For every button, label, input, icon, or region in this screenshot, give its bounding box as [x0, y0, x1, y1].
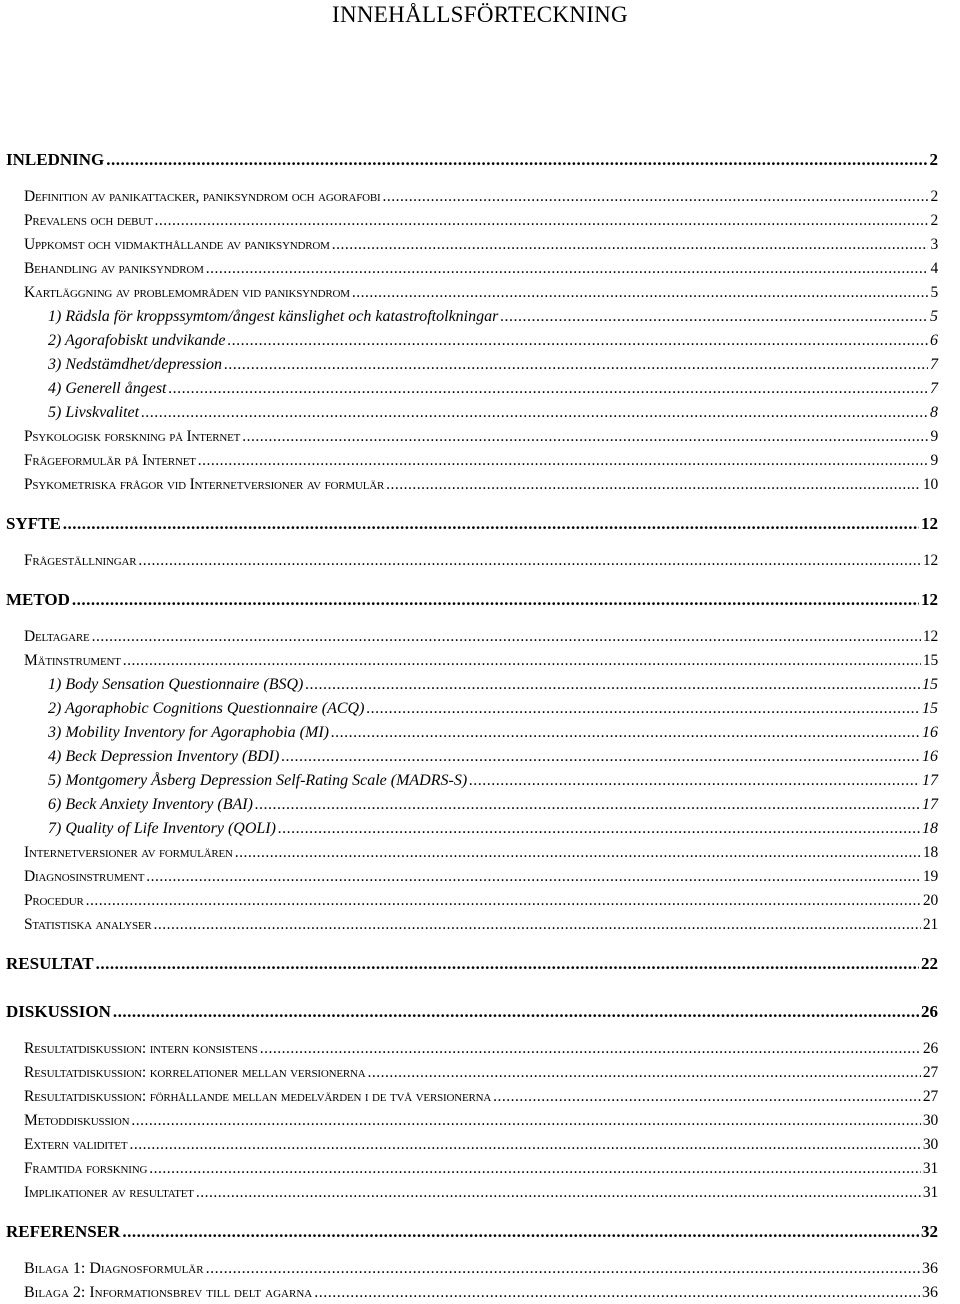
dot-leader: [314, 1284, 920, 1302]
toc-subentry[interactable]: [48, 380, 938, 398]
toc-entry-page: 15: [922, 700, 938, 717]
toc-entry-referenser[interactable]: [6, 1222, 938, 1242]
dot-leader: [113, 1002, 919, 1022]
toc-entry[interactable]: [24, 1160, 938, 1178]
toc-entry-text: 3) Nedstämdhet/depression: [48, 356, 223, 373]
toc-subentry[interactable]: [48, 676, 938, 694]
dot-leader: [141, 404, 928, 422]
toc-entry-page: 27: [922, 1064, 938, 1081]
dot-leader: [332, 236, 929, 254]
toc-entry-page: 20: [922, 892, 938, 909]
toc-entry-text: Psykologisk forskning på Internet: [24, 428, 241, 445]
toc-entry-text: METOD: [6, 590, 70, 609]
toc-entry-page: 19: [922, 868, 938, 885]
toc-entry-text: Bilaga 2: Informationsbrev till delt agarna: [24, 1284, 313, 1301]
toc-entry-text: 1) Rädsla för kroppssymtom/ångest känslighet och katastroftolkningar: [48, 308, 499, 325]
toc-entry-text: Kartläggning av problemområden vid paniksyndrom: [24, 284, 350, 301]
toc-entry-text: 6) Beck Anxiety Inventory (BAI): [48, 796, 253, 813]
toc-entry-inledning[interactable]: [6, 150, 938, 170]
dot-leader: [224, 356, 928, 374]
toc-entry-page: 31: [922, 1184, 938, 1201]
toc-entry-page: 32: [921, 1222, 938, 1241]
toc-entry-page: 17: [922, 796, 938, 813]
toc-subentry[interactable]: [48, 356, 938, 374]
dot-leader: [382, 188, 928, 206]
toc-entry-page: 2: [930, 212, 938, 229]
toc-subentry[interactable]: [48, 724, 938, 742]
dot-leader: [86, 892, 921, 910]
dot-leader: [386, 476, 921, 494]
dot-leader: [149, 1160, 921, 1178]
dot-leader: [154, 212, 928, 230]
toc-entry-page: 2: [930, 188, 938, 205]
toc-entry-text: 4) Generell ångest: [48, 380, 167, 397]
toc-entry[interactable]: [24, 628, 938, 646]
toc-entry-text: RESULTAT: [6, 954, 94, 973]
toc-entry-text: REFERENSER: [6, 1222, 121, 1241]
dot-leader: [96, 954, 919, 974]
dot-leader: [493, 1088, 921, 1106]
dot-leader: [305, 676, 920, 694]
toc-entry-text: Definition av panikattacker, paniksyndrom och agorafobi: [24, 188, 381, 205]
toc-entry-page: 12: [922, 628, 938, 645]
dot-leader: [72, 590, 919, 610]
page-title: INNEHÅLLSFÖRTECKNING: [332, 2, 628, 27]
toc-entry-text: Metoddiskussion: [24, 1112, 130, 1129]
toc-entry[interactable]: [24, 260, 938, 278]
toc-entry-text: 2) Agorafobiskt undvikande: [48, 332, 226, 349]
toc-entry-page: 27: [922, 1088, 938, 1105]
toc-entry-text: 5) Livskvalitet: [48, 404, 140, 421]
toc-entry-text: Resultatdiskussion: intern konsistens: [24, 1040, 258, 1057]
toc-entry-text: Implikationer av resultatet: [24, 1184, 194, 1201]
toc-entry-page: 36: [922, 1260, 938, 1277]
toc-entry[interactable]: [24, 652, 938, 670]
toc-entry-bilaga-1[interactable]: [24, 1260, 938, 1278]
toc-entry-text: 3) Mobility Inventory for Agoraphobia (MI): [48, 724, 329, 741]
toc-entry-page: 26: [922, 1040, 938, 1057]
toc-entry[interactable]: [24, 188, 938, 206]
toc-entry-page: 12: [921, 590, 938, 609]
toc-entry-page: 21: [922, 916, 938, 933]
toc-entry-text: 7) Quality of Life Inventory (QOLI): [48, 820, 276, 837]
toc-entry-page: 12: [922, 552, 938, 569]
toc-subentry[interactable]: [48, 700, 938, 718]
toc-entry-text: INLEDNING: [6, 150, 105, 169]
dot-leader: [131, 1112, 921, 1130]
dot-leader: [206, 260, 929, 278]
dot-leader: [281, 748, 920, 766]
toc-entry-text: Mätinstrument: [24, 652, 121, 669]
dot-leader: [331, 724, 920, 742]
toc-entry[interactable]: [24, 1064, 938, 1082]
toc-entry-text: Resultatdiskussion: korrelationer mellan versionerna: [24, 1064, 366, 1081]
toc-subentry[interactable]: [48, 772, 938, 790]
dot-leader: [123, 652, 921, 670]
toc-entry-page: 6: [930, 332, 938, 349]
toc-entry[interactable]: [24, 1112, 938, 1130]
toc-entry-page: 17: [922, 772, 938, 789]
toc-entry-text: SYFTE: [6, 514, 61, 533]
toc-subentry[interactable]: [48, 796, 938, 814]
toc-entry-page: 8: [930, 404, 938, 421]
toc-entry-text: Extern validitet: [24, 1136, 128, 1153]
toc-entry-text: Prevalens och debut: [24, 212, 153, 229]
toc-entry-page: 18: [922, 844, 938, 861]
dot-leader: [242, 428, 928, 446]
toc-entry-page: 12: [921, 514, 938, 533]
toc-entry[interactable]: [24, 236, 938, 254]
toc-entry[interactable]: [24, 428, 938, 446]
dot-leader: [278, 820, 920, 838]
toc-entry-text: Procedur: [24, 892, 84, 909]
dot-leader: [168, 380, 928, 398]
toc-entry-page: 9: [930, 452, 938, 469]
toc-entry-text: Diagnosinstrument: [24, 868, 145, 885]
toc-entry-text: Deltagare: [24, 628, 90, 645]
dot-leader: [206, 1260, 920, 1278]
toc-entry-page: 30: [922, 1112, 938, 1129]
toc-entry-page: 10: [922, 476, 938, 493]
toc-entry-page: 5: [930, 308, 938, 325]
toc-entry-diskussion[interactable]: [6, 1002, 938, 1022]
toc-entry-page: 16: [922, 748, 938, 765]
toc-entry-syfte[interactable]: [6, 514, 938, 534]
toc-entry-text: DISKUSSION: [6, 1002, 111, 1021]
dot-leader: [227, 332, 928, 350]
toc-entry-text: Resultatdiskussion: förhållande mellan medelvärden i de två versionerna: [24, 1088, 492, 1105]
toc-entry-text: Frågeställningar: [24, 552, 137, 569]
dot-leader: [255, 796, 920, 814]
dot-leader: [368, 1064, 921, 1082]
toc-subentry[interactable]: [48, 748, 938, 766]
toc-entry[interactable]: [24, 1136, 938, 1154]
toc-entry-page: 2: [929, 150, 938, 169]
dot-leader: [198, 452, 929, 470]
dot-leader: [92, 628, 921, 646]
dot-leader: [500, 308, 928, 326]
toc-entry-page: 7: [930, 380, 938, 397]
toc-entry-text: Frågeformulär på Internet: [24, 452, 196, 469]
toc-subentry[interactable]: [48, 404, 938, 422]
toc-entry[interactable]: [24, 844, 938, 862]
toc-entry-page: 18: [922, 820, 938, 837]
dot-leader: [352, 284, 929, 302]
dot-leader: [196, 1184, 921, 1202]
dot-leader: [138, 552, 921, 570]
toc-entry-page: 30: [922, 1136, 938, 1153]
toc-entry-metod[interactable]: [6, 590, 938, 610]
toc-entry-text: Bilaga 1: Diagnosformulär: [24, 1260, 204, 1277]
toc-entry-page: 5: [930, 284, 938, 301]
toc-entry-page: 22: [921, 954, 938, 973]
toc-entry-page: 31: [922, 1160, 938, 1177]
toc-entry-page: 15: [922, 676, 938, 693]
toc-entry[interactable]: [24, 284, 938, 302]
dot-leader: [260, 1040, 921, 1058]
toc-entry-text: 1) Body Sensation Questionnaire (BSQ): [48, 676, 304, 693]
toc-entry[interactable]: [24, 1040, 938, 1058]
toc-subentry[interactable]: [48, 820, 938, 838]
toc-entry[interactable]: [24, 476, 938, 494]
toc-entry[interactable]: [24, 1184, 938, 1202]
dot-leader: [63, 514, 919, 534]
toc-entry[interactable]: [24, 452, 938, 470]
toc-entry-text: 4) Beck Depression Inventory (BDI): [48, 748, 280, 765]
toc-subentry[interactable]: [48, 308, 938, 326]
toc-subentry[interactable]: [48, 332, 938, 350]
dot-leader: [366, 700, 920, 718]
toc-entry[interactable]: [24, 868, 938, 886]
toc-entry[interactable]: [24, 916, 938, 934]
toc-entry-resultat[interactable]: [6, 954, 938, 974]
toc-entry-page: 15: [922, 652, 938, 669]
toc-entry-page: 7: [930, 356, 938, 373]
dot-leader: [469, 772, 920, 790]
toc-entry-page: 4: [930, 260, 938, 277]
dot-leader: [154, 916, 921, 934]
dot-leader: [129, 1136, 920, 1154]
toc-entry[interactable]: [24, 552, 938, 570]
toc-entry[interactable]: [24, 1088, 938, 1106]
toc-entry-text: 5) Montgomery Åsberg Depression Self-Rating Scale (MADRS-S): [48, 772, 468, 789]
toc-entry-text: Internetversioner av formulären: [24, 844, 233, 861]
dot-leader: [106, 150, 927, 170]
toc-entry-text: Framtida forskning: [24, 1160, 148, 1177]
dot-leader: [235, 844, 921, 862]
toc-entry-page: 36: [922, 1284, 938, 1301]
dot-leader: [122, 1222, 919, 1242]
toc-entry-text: Psykometriska frågor vid Internetversioner av formulär: [24, 476, 385, 493]
toc-entry[interactable]: [24, 892, 938, 910]
toc-entry-page: 9: [930, 428, 938, 445]
toc-entry-text: Statistiska analyser: [24, 916, 152, 933]
toc-entry-text: Behandling av paniksyndrom: [24, 260, 204, 277]
toc-entry-text: Uppkomst och vidmakthållande av paniksyndrom: [24, 236, 330, 253]
dot-leader: [146, 868, 921, 886]
toc-entry-page: 3: [930, 236, 938, 253]
toc-entry-bilaga-2[interactable]: [24, 1284, 938, 1302]
toc-entry-text: 2) Agoraphobic Cognitions Questionnaire (ACQ): [48, 700, 365, 717]
toc-entry[interactable]: [24, 212, 938, 230]
toc-entry-page: 26: [921, 1002, 938, 1021]
toc-entry-page: 16: [922, 724, 938, 741]
